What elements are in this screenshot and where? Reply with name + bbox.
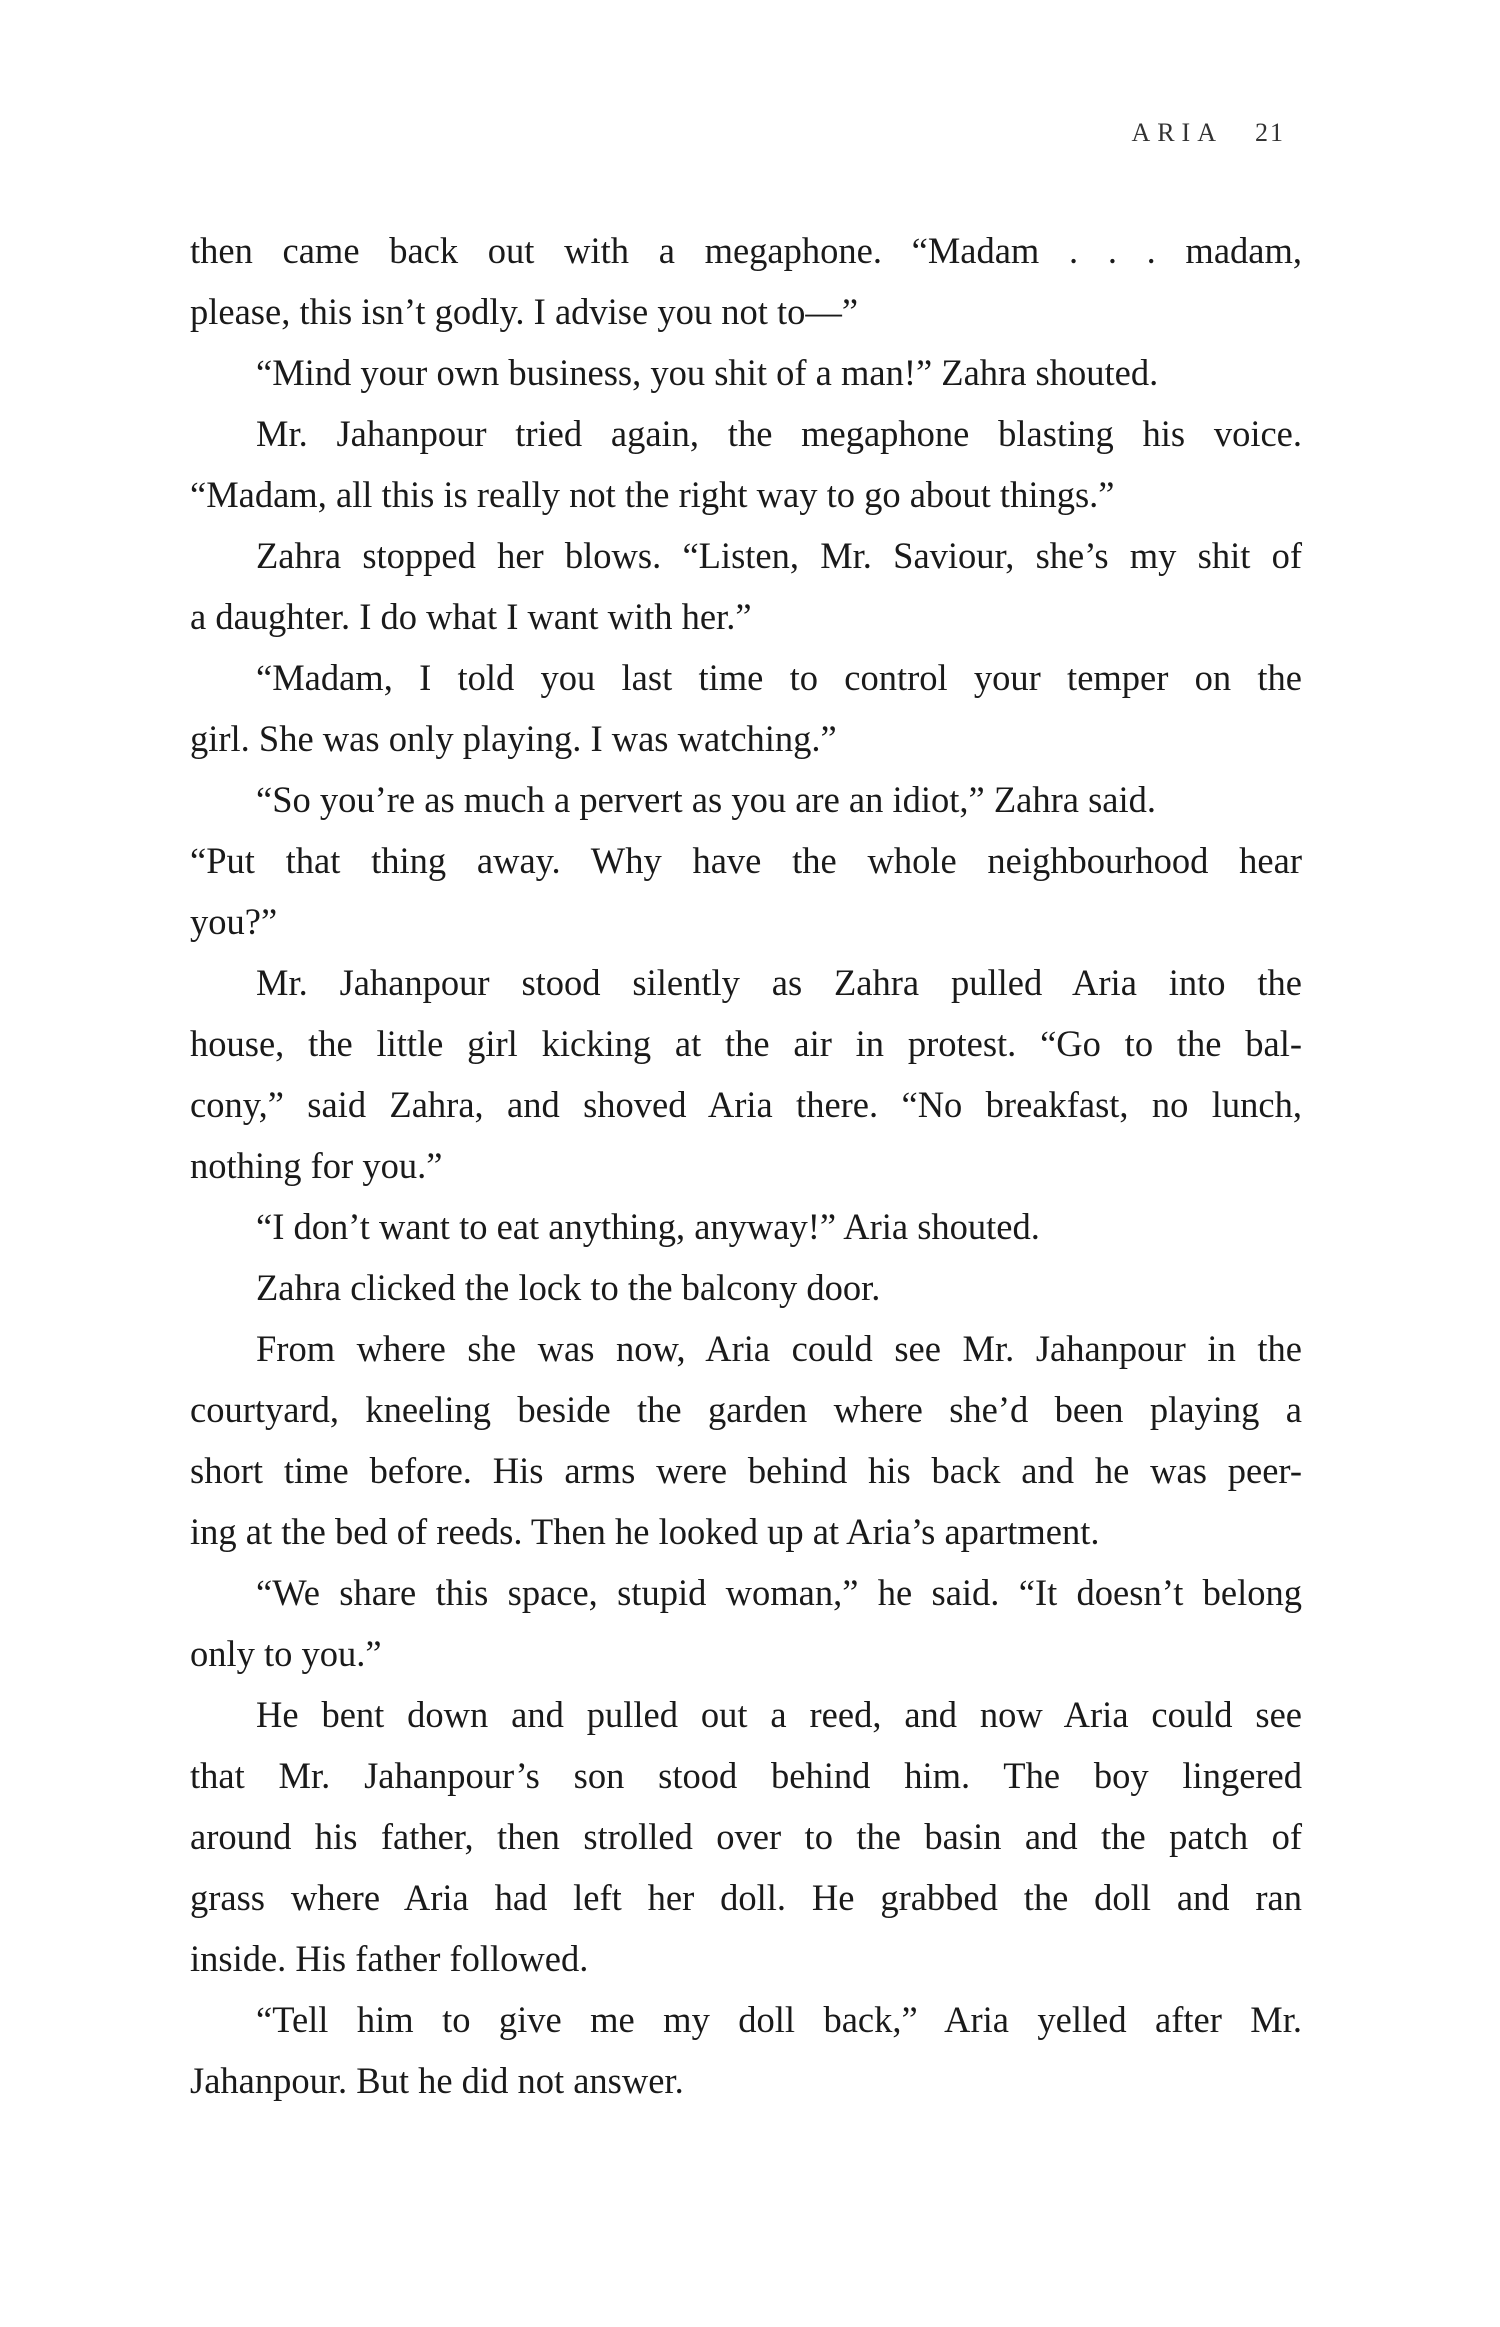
text-line: please, this isn’t godly. I advise you not to—” [190,291,859,332]
running-title: ARIA [1131,118,1223,147]
text-line: courtyard, kneeling beside the garden where she’d been playing a [190,1389,1302,1430]
body-text [190,220,1302,2111]
page-number: 21 [1255,118,1285,147]
text-line: you?” [190,901,278,942]
text-line: a daughter. I do what I want with her.” [190,596,752,637]
text-line: then came back out with a megaphone. “Madam . . . madam, [190,230,1302,271]
text-line: From where she was now, Aria could see Mr. Jahanpour in the [256,1328,1302,1369]
text-line: “I don’t want to eat anything, anyway!” Aria shouted. [256,1206,1040,1247]
text-line: that Mr. Jahanpour’s son stood behind him. The boy lingered [190,1755,1302,1796]
text-line: house, the little girl kicking at the air in protest. “Go to the bal- [190,1023,1302,1064]
text-line: around his father, then strolled over to the basin and the patch of [190,1816,1302,1857]
text-line: inside. His father followed. [190,1938,589,1979]
text-line: “Madam, all this is really not the right way to go about things.” [190,474,1115,515]
text-line: He bent down and pulled out a reed, and now Aria could see [256,1694,1302,1735]
text-line: Jahanpour. But he did not answer. [190,2060,684,2101]
text-line: “Put that thing away. Why have the whole neighbourhood hear [190,840,1302,881]
text-line: Mr. Jahanpour tried again, the megaphone blasting his voice. [256,413,1302,454]
text-line: “Tell him to give me my doll back,” Aria yelled after Mr. [256,1999,1302,2040]
text-line: “We share this space, stupid woman,” he said. “It doesn’t belong [256,1572,1302,1613]
text-line: Mr. Jahanpour stood silently as Zahra pulled Aria into the [256,962,1302,1003]
text-line: ing at the bed of reeds. Then he looked up at Aria’s apartment. [190,1511,1100,1552]
text-line: short time before. His arms were behind his back and he was peer- [190,1450,1302,1491]
text-line: cony,” said Zahra, and shoved Aria there. “No breakfast, no lunch, [190,1084,1302,1125]
text-line: “Mind your own business, you shit of a man!” Zahra shouted. [256,352,1159,393]
text-line: nothing for you.” [190,1145,443,1186]
text-line: only to you.” [190,1633,382,1674]
text-line: Zahra clicked the lock to the balcony door. [256,1267,881,1308]
text-line: “So you’re as much a pervert as you are an idiot,” Zahra said. [256,779,1156,820]
text-line: “Madam, I told you last time to control your temper on the [256,657,1302,698]
text-line: grass where Aria had left her doll. He grabbed the doll and ran [190,1877,1302,1918]
text-line: Zahra stopped her blows. “Listen, Mr. Saviour, she’s my shit of [256,535,1302,576]
running-head [1131,118,1285,148]
text-line: girl. She was only playing. I was watching.” [190,718,837,759]
